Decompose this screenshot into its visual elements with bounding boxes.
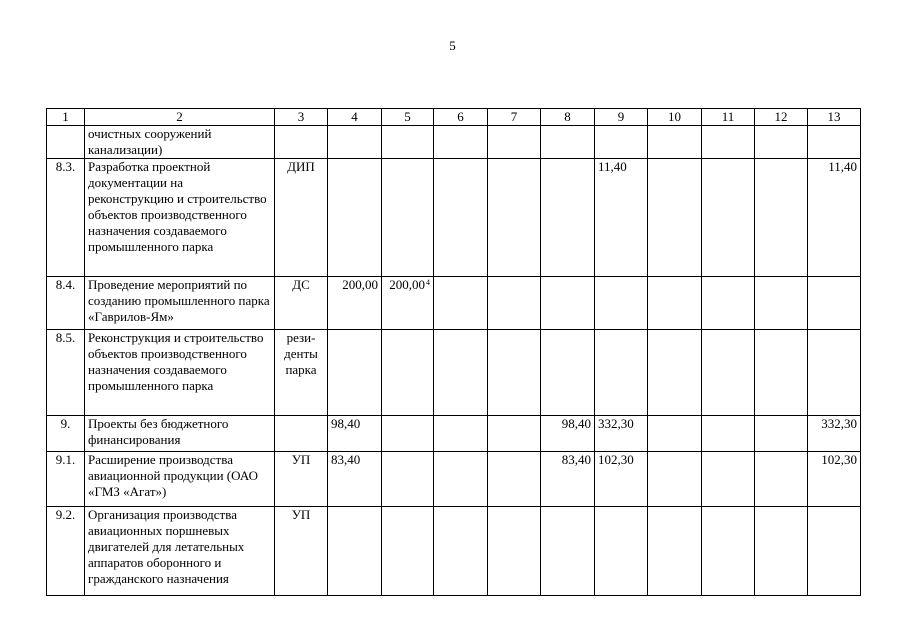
cell-col13: 102,30 bbox=[808, 452, 861, 507]
cell-col10 bbox=[648, 277, 702, 330]
col-header-12: 12 bbox=[755, 109, 808, 126]
cell-col11 bbox=[702, 416, 755, 452]
cell-col10 bbox=[648, 126, 702, 159]
row-executor bbox=[275, 416, 328, 452]
cell-col13: 11,40 bbox=[808, 159, 861, 277]
page-number: 5 bbox=[449, 38, 456, 53]
cell-col10 bbox=[648, 507, 702, 596]
row-number: 9.1. bbox=[47, 452, 85, 507]
cell-col6 bbox=[434, 507, 488, 596]
cell-col8: 83,40 bbox=[541, 452, 595, 507]
row-executor: УП bbox=[275, 452, 328, 507]
cell-col8 bbox=[541, 126, 595, 159]
cell-col12 bbox=[755, 507, 808, 596]
row-name: Расширение производства авиационной продукции (ОАО «ГМЗ «Агат») bbox=[85, 452, 275, 507]
row-number: 9. bbox=[47, 416, 85, 452]
cell-col7 bbox=[488, 159, 541, 277]
cell-col6 bbox=[434, 126, 488, 159]
cell-col8 bbox=[541, 159, 595, 277]
cell-col4: 200,00 bbox=[328, 277, 382, 330]
cell-col8 bbox=[541, 277, 595, 330]
row-number bbox=[47, 126, 85, 159]
row-executor bbox=[275, 126, 328, 159]
cell-col9: 102,30 bbox=[595, 452, 648, 507]
cell-col5 bbox=[382, 126, 434, 159]
col-header-3: 3 bbox=[275, 109, 328, 126]
row-name: Проведение мероприятий по созданию промышленного парка «Гаврилов-Ям» bbox=[85, 277, 275, 330]
cell-col12 bbox=[755, 452, 808, 507]
row-executor: УП bbox=[275, 507, 328, 596]
row-executor: ДС bbox=[275, 277, 328, 330]
cell-col12 bbox=[755, 416, 808, 452]
cell-col6 bbox=[434, 277, 488, 330]
cell-col10 bbox=[648, 159, 702, 277]
cell-col7 bbox=[488, 126, 541, 159]
cell-col5 bbox=[382, 330, 434, 416]
cell-col13: 332,30 bbox=[808, 416, 861, 452]
cell-col12 bbox=[755, 277, 808, 330]
row-name: Реконструкция и строительство объектов производственного назначения создаваемого промышленного парка bbox=[85, 330, 275, 416]
row-name: Разработка проектной документации на реконструкцию и строительство объектов производственного назначения создаваемого промышленного парка bbox=[85, 159, 275, 277]
col-header-1: 1 bbox=[47, 109, 85, 126]
col-header-4: 4 bbox=[328, 109, 382, 126]
cell-col7 bbox=[488, 416, 541, 452]
cell-col8: 98,40 bbox=[541, 416, 595, 452]
cell-col7 bbox=[488, 330, 541, 416]
cell-col10 bbox=[648, 452, 702, 507]
table-row bbox=[47, 126, 861, 159]
cell-col5 bbox=[382, 277, 434, 330]
cell-col7 bbox=[488, 452, 541, 507]
cell-col13 bbox=[808, 277, 861, 330]
col-header-9: 9 bbox=[595, 109, 648, 126]
cell-col8 bbox=[541, 330, 595, 416]
cell-col6 bbox=[434, 416, 488, 452]
col-header-6: 6 bbox=[434, 109, 488, 126]
col-header-2: 2 bbox=[85, 109, 275, 126]
cell-col4 bbox=[328, 330, 382, 416]
cell-col6 bbox=[434, 330, 488, 416]
row-number: 8.4. bbox=[47, 277, 85, 330]
cell-col5 bbox=[382, 507, 434, 596]
col-header-10: 10 bbox=[648, 109, 702, 126]
cell-col4 bbox=[328, 507, 382, 596]
cell-col13 bbox=[808, 507, 861, 596]
cell-col5 bbox=[382, 159, 434, 277]
table-row bbox=[47, 507, 861, 596]
budget-table bbox=[46, 108, 861, 596]
cell-col13 bbox=[808, 126, 861, 159]
cell-col10 bbox=[648, 330, 702, 416]
cell-col9: 11,40 bbox=[595, 159, 648, 277]
col-header-8: 8 bbox=[541, 109, 595, 126]
cell-col9 bbox=[595, 126, 648, 159]
cell-col9 bbox=[595, 330, 648, 416]
col-header-11: 11 bbox=[702, 109, 755, 126]
row-name: Проекты без бюджетного финансирования bbox=[85, 416, 275, 452]
row-executor: рези-денты парка bbox=[275, 330, 328, 416]
cell-col11 bbox=[702, 452, 755, 507]
cell-col9 bbox=[595, 277, 648, 330]
cell-col5 bbox=[382, 452, 434, 507]
row-executor: ДИП bbox=[275, 159, 328, 277]
cell-col7 bbox=[488, 507, 541, 596]
cell-col5 bbox=[382, 416, 434, 452]
col-header-5: 5 bbox=[382, 109, 434, 126]
column-number-row bbox=[47, 109, 861, 126]
col-header-7: 7 bbox=[488, 109, 541, 126]
table-row bbox=[47, 277, 861, 330]
cell-col5-value: 200,00 bbox=[389, 277, 425, 292]
cell-col6 bbox=[434, 159, 488, 277]
row-number: 8.5. bbox=[47, 330, 85, 416]
cell-col12 bbox=[755, 330, 808, 416]
footnote-marker: 4 bbox=[426, 278, 430, 287]
cell-col4 bbox=[328, 126, 382, 159]
cell-col12 bbox=[755, 126, 808, 159]
cell-col11 bbox=[702, 277, 755, 330]
cell-col4: 98,40 bbox=[328, 416, 382, 452]
table-row bbox=[47, 159, 861, 277]
cell-col10 bbox=[648, 416, 702, 452]
cell-col9: 332,30 bbox=[595, 416, 648, 452]
table-row bbox=[47, 452, 861, 507]
cell-col11 bbox=[702, 126, 755, 159]
cell-col6 bbox=[434, 452, 488, 507]
cell-col9 bbox=[595, 507, 648, 596]
cell-col11 bbox=[702, 507, 755, 596]
table-row bbox=[47, 330, 861, 416]
cell-col4: 83,40 bbox=[328, 452, 382, 507]
row-number: 8.3. bbox=[47, 159, 85, 277]
row-name: очистных сооружений канализации) bbox=[85, 126, 275, 159]
cell-col7 bbox=[488, 277, 541, 330]
row-name: Организация производства авиационных поршневых двигателей для летательных аппаратов оборонного и гражданского назначения bbox=[85, 507, 275, 596]
cell-col11 bbox=[702, 159, 755, 277]
cell-col4 bbox=[328, 159, 382, 277]
cell-col8 bbox=[541, 507, 595, 596]
cell-col12 bbox=[755, 159, 808, 277]
cell-col11 bbox=[702, 330, 755, 416]
cell-col13 bbox=[808, 330, 861, 416]
table-row bbox=[47, 416, 861, 452]
col-header-13: 13 bbox=[808, 109, 861, 126]
row-number: 9.2. bbox=[47, 507, 85, 596]
